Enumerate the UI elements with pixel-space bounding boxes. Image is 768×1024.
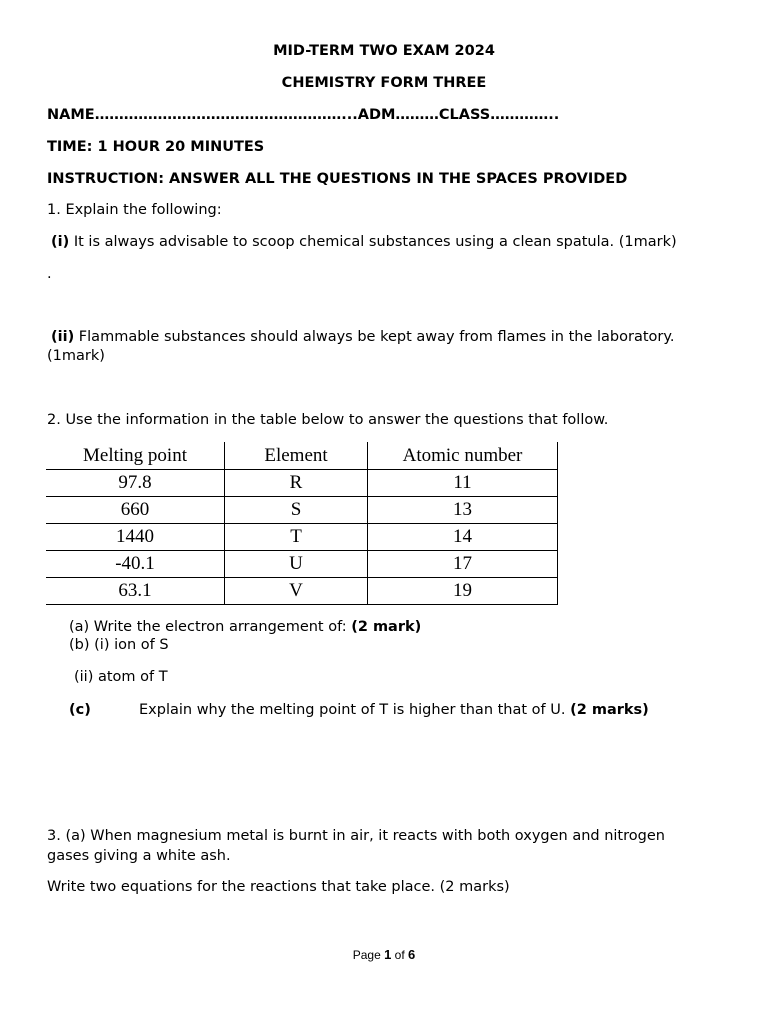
cell-melting-point: 97.8 bbox=[46, 470, 225, 497]
answer-dot: . bbox=[47, 266, 52, 282]
cell-element: V bbox=[225, 578, 368, 605]
elements-table bbox=[46, 442, 558, 605]
part-ii-marks: (1mark) bbox=[47, 348, 105, 364]
exam-title: MID-TERM TWO EXAM 2024 bbox=[273, 43, 495, 59]
cell-atomic-number: 17 bbox=[368, 551, 558, 578]
question-2c-marks: (2 marks) bbox=[570, 702, 649, 718]
question-2b-ii: (ii) atom of T bbox=[74, 669, 168, 685]
part-ii-label: (ii) bbox=[51, 329, 75, 345]
name-adm-class-line: NAME……………………………………………...ADM………CLASS………….. bbox=[47, 107, 560, 123]
header-atomic-number: Atomic number bbox=[368, 442, 558, 470]
question-2a-text: (a) Write the electron arrangement of: bbox=[69, 619, 352, 635]
cell-melting-point: 660 bbox=[46, 497, 225, 524]
table-row bbox=[46, 470, 558, 497]
table-row bbox=[46, 497, 558, 524]
question-3-line-2: gases giving a white ash. bbox=[47, 848, 231, 864]
question-1-stem: 1. Explain the following: bbox=[47, 202, 222, 218]
question-2c-label: (c) bbox=[69, 702, 91, 718]
part-i-text: It is always advisable to scoop chemical substances using a clean spatula. (1mark) bbox=[69, 234, 677, 250]
cell-melting-point: 1440 bbox=[46, 524, 225, 551]
of-word: of bbox=[391, 948, 409, 962]
table-row bbox=[46, 578, 558, 605]
question-1-part-ii bbox=[51, 329, 674, 345]
table-header-row bbox=[46, 442, 558, 470]
cell-melting-point: -40.1 bbox=[46, 551, 225, 578]
question-1-part-i bbox=[51, 234, 677, 250]
header-element: Element bbox=[225, 442, 368, 470]
cell-element: S bbox=[225, 497, 368, 524]
cell-element: T bbox=[225, 524, 368, 551]
question-2a bbox=[69, 619, 421, 635]
question-2a-marks: (2 mark) bbox=[351, 619, 422, 635]
question-3-line-3: Write two equations for the reactions that take place. (2 marks) bbox=[47, 879, 510, 895]
table-row bbox=[46, 524, 558, 551]
cell-element: R bbox=[225, 470, 368, 497]
cell-melting-point: 63.1 bbox=[46, 578, 225, 605]
cell-element: U bbox=[225, 551, 368, 578]
page-footer bbox=[0, 947, 768, 962]
part-i-label: (i) bbox=[51, 234, 70, 250]
table-row bbox=[46, 551, 558, 578]
part-ii-text: Flammable substances should always be kept away from flames in the laboratory. bbox=[74, 329, 675, 345]
page-total: 6 bbox=[408, 947, 416, 962]
page-number: 1 bbox=[384, 947, 392, 962]
question-3-line-1: 3. (a) When magnesium metal is burnt in air, it reacts with both oxygen and nitrogen bbox=[47, 828, 665, 844]
cell-atomic-number: 19 bbox=[368, 578, 558, 605]
cell-atomic-number: 13 bbox=[368, 497, 558, 524]
cell-atomic-number: 14 bbox=[368, 524, 558, 551]
question-2b-i: (b) (i) ion of S bbox=[69, 637, 169, 653]
header-melting-point: Melting point bbox=[46, 442, 225, 470]
question-2c-text: Explain why the melting point of T is higher than that of U. bbox=[139, 702, 571, 718]
cell-atomic-number: 11 bbox=[368, 470, 558, 497]
question-2-stem: 2. Use the information in the table below to answer the questions that follow. bbox=[47, 412, 609, 428]
exam-subtitle: CHEMISTRY FORM THREE bbox=[281, 75, 487, 91]
time-line: TIME: 1 HOUR 20 MINUTES bbox=[47, 139, 265, 155]
instruction-line: INSTRUCTION: ANSWER ALL THE QUESTIONS IN THE SPACES PROVIDED bbox=[47, 171, 628, 187]
question-2c bbox=[139, 702, 649, 718]
page-word: Page bbox=[352, 948, 385, 962]
